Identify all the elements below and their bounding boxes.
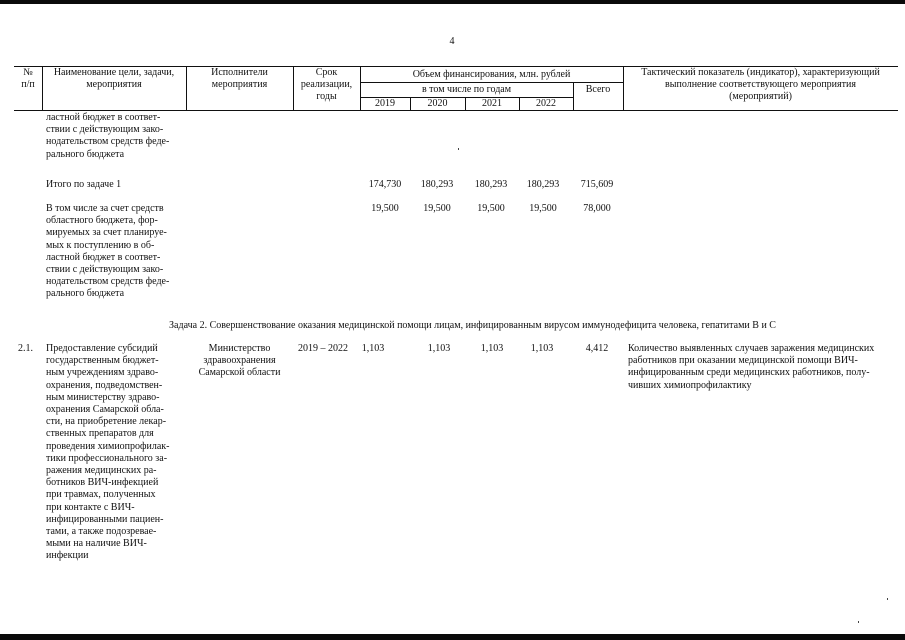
- regional-total: 78,000: [583, 203, 611, 214]
- header-col-indicator: Тактический показатель (индикатор), характеризующий выполнение соответствующего мероприятия (мероприятий): [641, 67, 880, 103]
- scan-border-bottom: [0, 634, 905, 640]
- item-2-1-2020: 1,103: [427, 343, 451, 354]
- header-col-by-years: в том числе по годам: [421, 84, 512, 95]
- total-task1-label: Итого по задаче 1: [46, 179, 122, 190]
- scan-speck: [858, 621, 859, 623]
- item-2-1-term: 2019 – 2022: [298, 343, 348, 354]
- header-col-term: Срок реализации, годы: [300, 67, 353, 103]
- header-col-finance: Объем финансирования, млн. рублей: [412, 69, 571, 80]
- item-2-1-2022: 1,103: [530, 343, 554, 354]
- total-task1-2019: 174,730: [368, 179, 402, 190]
- header-year-2019: 2019: [375, 98, 395, 109]
- regional-2022: 19,500: [529, 203, 557, 214]
- item-2-1-total: 4,412: [585, 343, 609, 354]
- item-2-1-number: 2.1.: [18, 343, 33, 354]
- scan-speck: [458, 148, 459, 150]
- header-year-2021: 2021: [482, 98, 502, 109]
- header-col-name: Наименование цели, задачи, мероприятия: [53, 67, 175, 91]
- task2-heading: Задача 2. Совершенствование оказания медицинской помощи лицам, инфицированным вирусом иммунодефицита человека, гепатитами В и С: [169, 320, 776, 331]
- scan-speck: [887, 598, 888, 600]
- total-task1-2022: 180,293: [526, 179, 560, 190]
- header-col-number: № п/п: [21, 67, 35, 91]
- header-year-2022: 2022: [536, 98, 556, 109]
- regional-2019: 19,500: [371, 203, 399, 214]
- carry-over-text: ластной бюджет в соответ- ствии с действующим зако- нодательством средств феде- рального бюджета: [46, 112, 170, 160]
- item-2-1-2019: 1,103: [361, 343, 385, 354]
- item-2-1-executor: Министерство здравоохранения Самарской области: [198, 343, 281, 379]
- regional-2021: 19,500: [477, 203, 505, 214]
- header-col-executors: Исполнители мероприятия: [211, 67, 268, 91]
- scan-border-top: [0, 0, 905, 4]
- regional-2020: 19,500: [423, 203, 451, 214]
- item-2-1-indicator: Количество выявленных случаев заражения медицинских работников при оказании медицинской помощи ВИЧ- инфицированным среди медицинских работников, полу- чивших химиопрофилактику: [628, 343, 875, 391]
- header-year-2020: 2020: [427, 98, 448, 109]
- total-task1-2020: 180,293: [420, 179, 454, 190]
- page-number: 4: [449, 36, 455, 47]
- item-2-1-2021: 1,103: [480, 343, 504, 354]
- total-task1-2021: 180,293: [474, 179, 508, 190]
- regional-budget-label: В том числе за счет средств областного бюджета, фор- мируемых за счет планируе- мых к поступлению в об- ластной бюджет в соответ- ствии с действующим зако- нодательством средств феде- рального бюджета: [46, 203, 170, 300]
- header-col-total: Всего: [585, 84, 611, 95]
- item-2-1-name: Предоставление субсидий государственным бюджет- ным учреждениям здраво- охранения, подведомствен- ным министерству здраво- охранения Самарской обла- сти, на приобретение лекар- ственных препаратов для проведения химиопрофилак- тики профессионального за- ражения медицинских ра- ботников ВИЧ-инфекцией при травмах, полученных при контакте с ВИЧ- инфицированными пациен- тами, а также подозревае- мыми на наличие ВИЧ- инфекции: [46, 343, 170, 562]
- total-task1-all: 715,609: [580, 179, 614, 190]
- finance-subheader-rule: [360, 82, 623, 83]
